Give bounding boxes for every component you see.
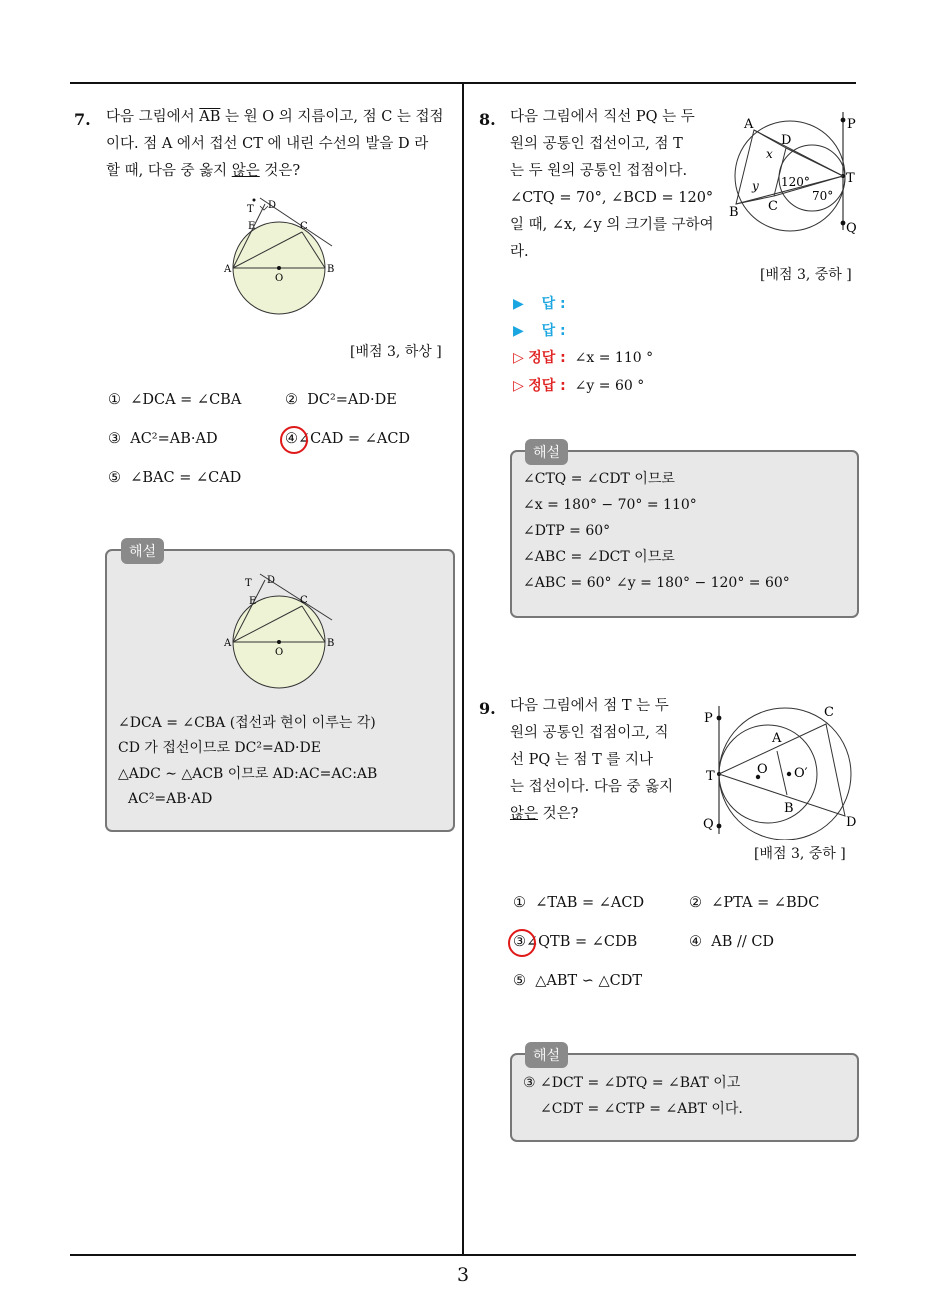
q7-option-3[interactable] bbox=[108, 431, 218, 447]
q8-text-3: 는 두 원의 공통인 접점이다. bbox=[510, 163, 688, 179]
q7-text-2: 이다. 점 A 에서 접선 CT 에 내린 수선의 발을 D 라 bbox=[106, 136, 429, 152]
q9-text-1: 다음 그림에서 점 T 는 두 bbox=[510, 698, 669, 714]
q8-fig-label-A: A bbox=[744, 117, 754, 132]
q9-option-3[interactable] bbox=[513, 934, 637, 950]
q8-answer-field-1[interactable] bbox=[513, 293, 566, 313]
q7-option-4[interactable] bbox=[285, 431, 410, 447]
bottom-rule bbox=[70, 1254, 856, 1256]
q9-fig-label-O: O bbox=[757, 762, 768, 777]
q7-option-2[interactable] bbox=[285, 392, 397, 408]
answer-circle-icon bbox=[508, 929, 536, 957]
q9-text-4: 는 접선이다. 다음 중 옳지 bbox=[510, 779, 674, 795]
q7-explanation-line-4: AC²=AB·AD bbox=[128, 791, 213, 807]
q9-text-2: 원의 공통인 접점이고, 직 bbox=[510, 725, 669, 741]
q9-fig-label-C: C bbox=[824, 705, 834, 720]
q7-exfig-label-T: T bbox=[245, 578, 252, 589]
q7-exfig-label-C: C bbox=[300, 595, 308, 606]
q7-fig-label-T: T bbox=[247, 204, 254, 215]
q8-correct-1-value: ∠x = 110 ° bbox=[574, 350, 654, 366]
q8-fig-label-x: x bbox=[766, 147, 773, 161]
q9-fig-label-D: D bbox=[846, 815, 857, 830]
q8-answer-1-label: 답 : bbox=[541, 296, 566, 312]
q8-figure bbox=[726, 108, 866, 243]
q8-explanation-line-3: ∠DTP = 60° bbox=[523, 523, 611, 539]
q7-option-3-mark: ③ bbox=[108, 431, 121, 447]
q7-option-5-text: ∠BAC = ∠CAD bbox=[130, 470, 242, 486]
q7-explanation-line-2: CD 가 접선이므로 DC²=AD·DE bbox=[118, 740, 321, 756]
q9-option-3-text: ∠QTB = ∠CDB bbox=[526, 934, 638, 950]
q7-fig-label-B: B bbox=[327, 264, 335, 275]
q7-explanation-line-1: ∠DCA = ∠CBA (접선과 현이 이루는 각) bbox=[118, 715, 376, 731]
q8-explanation-line-2: ∠x = 180° − 70° = 110° bbox=[523, 497, 697, 513]
q7-explanation-line-3: △ADC ∼ △ACB 이므로 AD:AC=AC:AB bbox=[118, 766, 378, 782]
q8-explanation-line-1: ∠CTQ = ∠CDT 이므로 bbox=[523, 471, 675, 487]
q7-exfig-label-A: A bbox=[224, 638, 232, 649]
q8-fig-label-T: T bbox=[846, 171, 855, 186]
q8-fig-label-C: C bbox=[768, 199, 778, 214]
q7-figure bbox=[220, 192, 350, 322]
q9-option-2-text: ∠PTA = ∠BDC bbox=[711, 895, 820, 911]
q8-correct-2-label: 정답 : bbox=[528, 378, 566, 394]
q8-fig-label-P: P bbox=[847, 117, 856, 132]
play-arrow-icon: ▶ bbox=[513, 296, 524, 312]
q8-text-1: 다음 그림에서 직선 PQ 는 두 bbox=[510, 109, 695, 125]
q7-text bbox=[106, 104, 456, 185]
q8-text-5: 일 때, ∠x, ∠y 의 크기를 구하여 bbox=[510, 217, 714, 233]
page-number: 3 bbox=[456, 1264, 470, 1286]
q7-score: [배점 3, 하상 ] bbox=[350, 344, 442, 360]
q7-option-4-text: ∠CAD = ∠ACD bbox=[298, 431, 411, 447]
q7-exfig-label-O: O bbox=[275, 647, 284, 658]
q7-exfig-label-D: D bbox=[267, 575, 276, 586]
q7-text-1b: 는 원 O 의 지름이고, 점 C 는 접점 bbox=[220, 109, 444, 125]
q7-fig-label-D: D bbox=[268, 200, 277, 211]
q9-option-5[interactable] bbox=[513, 973, 642, 989]
q7-exfig-label-E: E bbox=[249, 596, 257, 607]
q9-score: [배점 3, 중하 ] bbox=[754, 846, 846, 862]
q7-explanation-figure bbox=[220, 570, 350, 692]
q9-fig-label-Q: Q bbox=[703, 817, 714, 832]
q9-fig-label-T: T bbox=[706, 769, 715, 784]
q9-text-5b: 것은? bbox=[538, 806, 579, 822]
q9-text-5ul: 않은 bbox=[510, 806, 539, 822]
q7-option-3-text: AC²=AB·AD bbox=[130, 431, 218, 447]
q8-explanation-tag: 해설 bbox=[525, 439, 568, 465]
q7-text-3ul: 않은 bbox=[231, 163, 260, 179]
q9-option-4-text: AB // CD bbox=[711, 934, 775, 950]
q9-option-5-mark: ⑤ bbox=[513, 973, 526, 989]
q9-option-1-mark: ① bbox=[513, 895, 526, 911]
q9-option-5-text: △ABT ∽ △CDT bbox=[535, 973, 643, 989]
q7-option-4-mark: ④ bbox=[285, 431, 298, 447]
q9-option-4-mark: ④ bbox=[689, 934, 702, 950]
q7-text-3b: 것은? bbox=[259, 163, 301, 179]
outline-arrow-icon: ▷ bbox=[513, 350, 524, 366]
q9-text bbox=[510, 693, 688, 828]
q8-number: 8. bbox=[479, 110, 496, 129]
q8-fig-label-70: 70° bbox=[812, 189, 834, 203]
q8-correct-1-label: 정답 : bbox=[528, 350, 566, 366]
q7-option-1-text: ∠DCA = ∠CBA bbox=[130, 392, 242, 408]
q9-explanation-tag: 해설 bbox=[525, 1042, 568, 1068]
q9-fig-label-P: P bbox=[704, 711, 713, 726]
q9-fig-label-B: B bbox=[784, 801, 794, 816]
q7-option-2-mark: ② bbox=[285, 392, 298, 408]
q9-option-1-text: ∠TAB = ∠ACD bbox=[535, 895, 645, 911]
play-arrow-icon: ▶ bbox=[513, 323, 524, 339]
outline-arrow-icon: ▷ bbox=[513, 378, 524, 394]
q9-option-2[interactable] bbox=[689, 895, 819, 911]
q8-text-2: 원의 공통인 접선이고, 점 T bbox=[510, 136, 683, 152]
q7-number: 7. bbox=[74, 110, 91, 129]
q8-correct-answer-2 bbox=[513, 375, 644, 395]
q9-number: 9. bbox=[479, 699, 496, 718]
q7-text-1a: 다음 그림에서 bbox=[106, 109, 200, 125]
q8-correct-2-value: ∠y = 60 ° bbox=[574, 378, 645, 394]
q9-figure bbox=[700, 700, 860, 840]
q7-option-5-mark: ⑤ bbox=[108, 470, 121, 486]
q7-fig-label-E: E bbox=[248, 221, 256, 232]
q7-fig-label-C: C bbox=[300, 221, 308, 232]
q9-option-2-mark: ② bbox=[689, 895, 702, 911]
q9-explanation-line-1: ③ ∠DCT = ∠DTQ = ∠BAT 이고 bbox=[523, 1075, 741, 1091]
q8-fig-label-y: y bbox=[752, 179, 759, 193]
q7-fig-label-A: A bbox=[224, 264, 232, 275]
q7-option-5[interactable] bbox=[108, 470, 241, 486]
q8-explanation-line-4: ∠ABC = ∠DCT 이므로 bbox=[523, 549, 675, 565]
q9-option-3-mark: ③ bbox=[513, 934, 526, 950]
q8-answer-2-label: 답 : bbox=[541, 323, 566, 339]
q9-explanation-line-2: ∠CDT = ∠CTP = ∠ABT 이다. bbox=[540, 1101, 743, 1117]
q9-text-3: 선 PQ 는 점 T 를 지나 bbox=[510, 752, 654, 768]
q9-option-1[interactable] bbox=[513, 895, 644, 911]
q7-fig-label-O: O bbox=[275, 273, 284, 284]
q8-text-6: 라. bbox=[510, 244, 529, 260]
q8-answer-field-2[interactable] bbox=[513, 320, 566, 340]
q7-text-3a: 할 때, 다음 중 옳지 bbox=[106, 163, 232, 179]
q9-option-4[interactable] bbox=[689, 934, 774, 950]
q8-text bbox=[510, 104, 725, 266]
q8-score: [배점 3, 중하 ] bbox=[760, 267, 852, 283]
q9-fig-label-O-prime: O′ bbox=[794, 766, 808, 781]
q8-correct-answer-1 bbox=[513, 347, 653, 367]
q8-fig-label-Q: Q bbox=[846, 221, 857, 236]
q7-option-2-text: DC²=AD·DE bbox=[307, 392, 397, 408]
q9-fig-label-A: A bbox=[772, 731, 782, 746]
q8-fig-label-B: B bbox=[729, 205, 739, 220]
q8-explanation-line-5: ∠ABC = 60° ∠y = 180° − 120° = 60° bbox=[523, 575, 790, 591]
q8-fig-label-D: D bbox=[781, 133, 792, 148]
q7-option-1-mark: ① bbox=[108, 392, 121, 408]
q7-text-ab: $\overline{AB}$ bbox=[199, 109, 221, 125]
q7-option-1[interactable] bbox=[108, 392, 241, 408]
q7-exfig-label-B: B bbox=[327, 638, 335, 649]
answer-circle-icon bbox=[280, 426, 308, 454]
q7-explanation-tag: 해설 bbox=[121, 538, 164, 564]
q8-text-4: ∠CTQ = 70°, ∠BCD = 120° bbox=[510, 190, 714, 206]
q8-fig-label-120: 120° bbox=[781, 175, 810, 189]
column-divider bbox=[462, 82, 464, 1256]
